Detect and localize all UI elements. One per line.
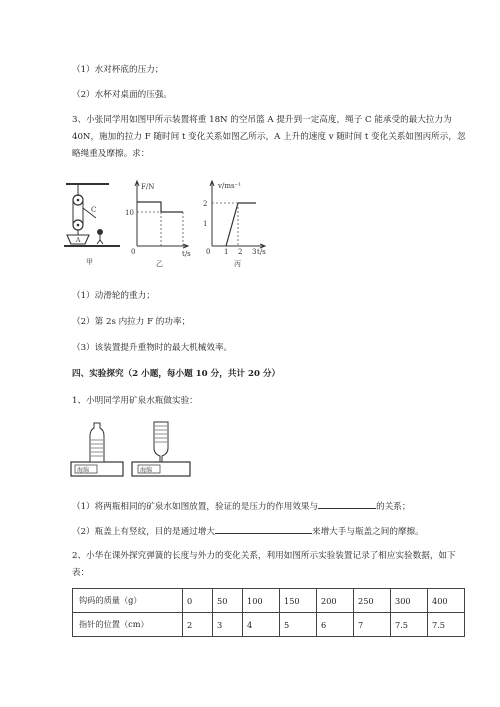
figure-bing-ytick-1: 1 bbox=[203, 220, 208, 228]
s4-q1-part-2-blank[interactable] bbox=[215, 524, 312, 534]
figure-bing-ylabel: v/ms⁻¹ bbox=[218, 182, 242, 190]
table-cell: 2 bbox=[183, 613, 213, 637]
figure-bing-xtick-2: 2 bbox=[238, 248, 243, 256]
s4-q1-part-2-text-a: （2）瓶盖上有竖纹，目的是通过增大 bbox=[72, 527, 215, 537]
table-cell: 250 bbox=[354, 589, 391, 613]
figure-yi-force-graph bbox=[125, 178, 195, 270]
figure-yi-xlabel: t/s bbox=[182, 250, 191, 258]
figure-jia-label-c: C bbox=[91, 206, 97, 214]
figure-bing-velocity-graph bbox=[198, 178, 270, 270]
table-cell: 7.5 bbox=[428, 613, 465, 637]
table-cell: 400 bbox=[428, 589, 465, 613]
table-cell: 5 bbox=[280, 613, 317, 637]
figure-water-bottles bbox=[66, 418, 194, 484]
s4-q1-part-1-blank[interactable] bbox=[318, 499, 376, 509]
s4-q1-part-1-text-b: 的关系； bbox=[376, 502, 411, 512]
s4-q2-stem-line1: 2、小华在课外探究弹簧的长度与外力的变化关系，利用如图所示实验装置记录了相应实验数据，如下 bbox=[72, 551, 456, 561]
s4-q1-stem: 1、小明同学用矿泉水瓶做实验： bbox=[72, 396, 198, 406]
table-cell: 7 bbox=[354, 613, 391, 637]
table-row bbox=[73, 613, 465, 637]
s4-q1-part-1 bbox=[72, 499, 411, 513]
q2-part-2: （2）水杯对桌面的压强。 bbox=[72, 90, 172, 100]
table-cell: 3 bbox=[213, 613, 243, 637]
figure-bing-origin: 0 bbox=[206, 248, 211, 256]
figure-yi-ylabel: F/N bbox=[141, 183, 155, 191]
q3-part-3: （3）该装置提升重物时的最大机械效率。 bbox=[72, 343, 233, 353]
table-row-head-mass: 钩码的质量（g） bbox=[73, 589, 183, 613]
table-cell: 300 bbox=[391, 589, 428, 613]
table-cell: 150 bbox=[280, 589, 317, 613]
figure-bing-xlabel: t/s bbox=[257, 248, 266, 256]
table-cell: 50 bbox=[213, 589, 243, 613]
spring-data-table bbox=[72, 588, 465, 637]
figure-sponge-label-right: 海绵 bbox=[140, 467, 153, 474]
table-row bbox=[73, 589, 465, 613]
table-cell: 100 bbox=[243, 589, 280, 613]
figure-sponge-label-left: 海绵 bbox=[77, 467, 90, 474]
q3-part-2: （2）第 2s 内拉力 F 的功率； bbox=[72, 317, 191, 327]
table-cell: 7.5 bbox=[391, 613, 428, 637]
figure-bing-xtick-3: 3 bbox=[252, 248, 257, 256]
figure-jia-label-a: A bbox=[76, 237, 81, 244]
table-cell: 6 bbox=[317, 613, 354, 637]
q3-stem-line1: 3、小张同学用如图甲所示装置将重 18N 的空吊篮 A 提升到一定高度，绳子 C 能承受的最大拉力为 bbox=[72, 115, 452, 125]
figure-bing-xtick-1: 1 bbox=[224, 248, 229, 256]
figure-yi-caption: 乙 bbox=[156, 260, 163, 268]
s4-q2-stem-line2: 表： bbox=[72, 568, 90, 578]
figure-jia-pulley bbox=[64, 178, 124, 270]
table-cell: 4 bbox=[243, 613, 280, 637]
figure-yi-origin: 0 bbox=[131, 248, 136, 256]
figure-bing-caption: 丙 bbox=[234, 260, 241, 268]
figure-jia-caption: 甲 bbox=[86, 258, 93, 266]
q3-stem-line2: 40N，施加的拉力 F 随时间 t 变化关系如图乙所示，A 上升的速度 v 随时间 t 变化关系如图丙所示，忽 bbox=[72, 132, 466, 142]
section-4-heading: 四、实验探究（2 小题，每小题 10 分，共计 20 分） bbox=[72, 369, 281, 379]
figure-yi-ytick: 10 bbox=[125, 209, 134, 217]
s4-q1-part-2 bbox=[72, 524, 424, 538]
s4-q1-part-2-text-b: 来增大手与瓶盖之间的摩擦。 bbox=[311, 527, 424, 537]
table-cell: 0 bbox=[183, 589, 213, 613]
q2-part-1: （1）水对杯底的压力； bbox=[72, 65, 164, 75]
q3-part-1: （1）动滑轮的重力； bbox=[72, 291, 155, 301]
table-row-head-position: 指针的位置（cm） bbox=[73, 613, 183, 637]
q3-stem-line3: 略绳重及摩擦。求： bbox=[72, 149, 150, 159]
s4-q1-part-1-text-a: （1）将两瓶相同的矿泉水如图放置，验证的是压力的作用效果与 bbox=[72, 502, 319, 512]
figure-bing-ytick-2: 2 bbox=[203, 200, 208, 208]
table-cell: 200 bbox=[317, 589, 354, 613]
